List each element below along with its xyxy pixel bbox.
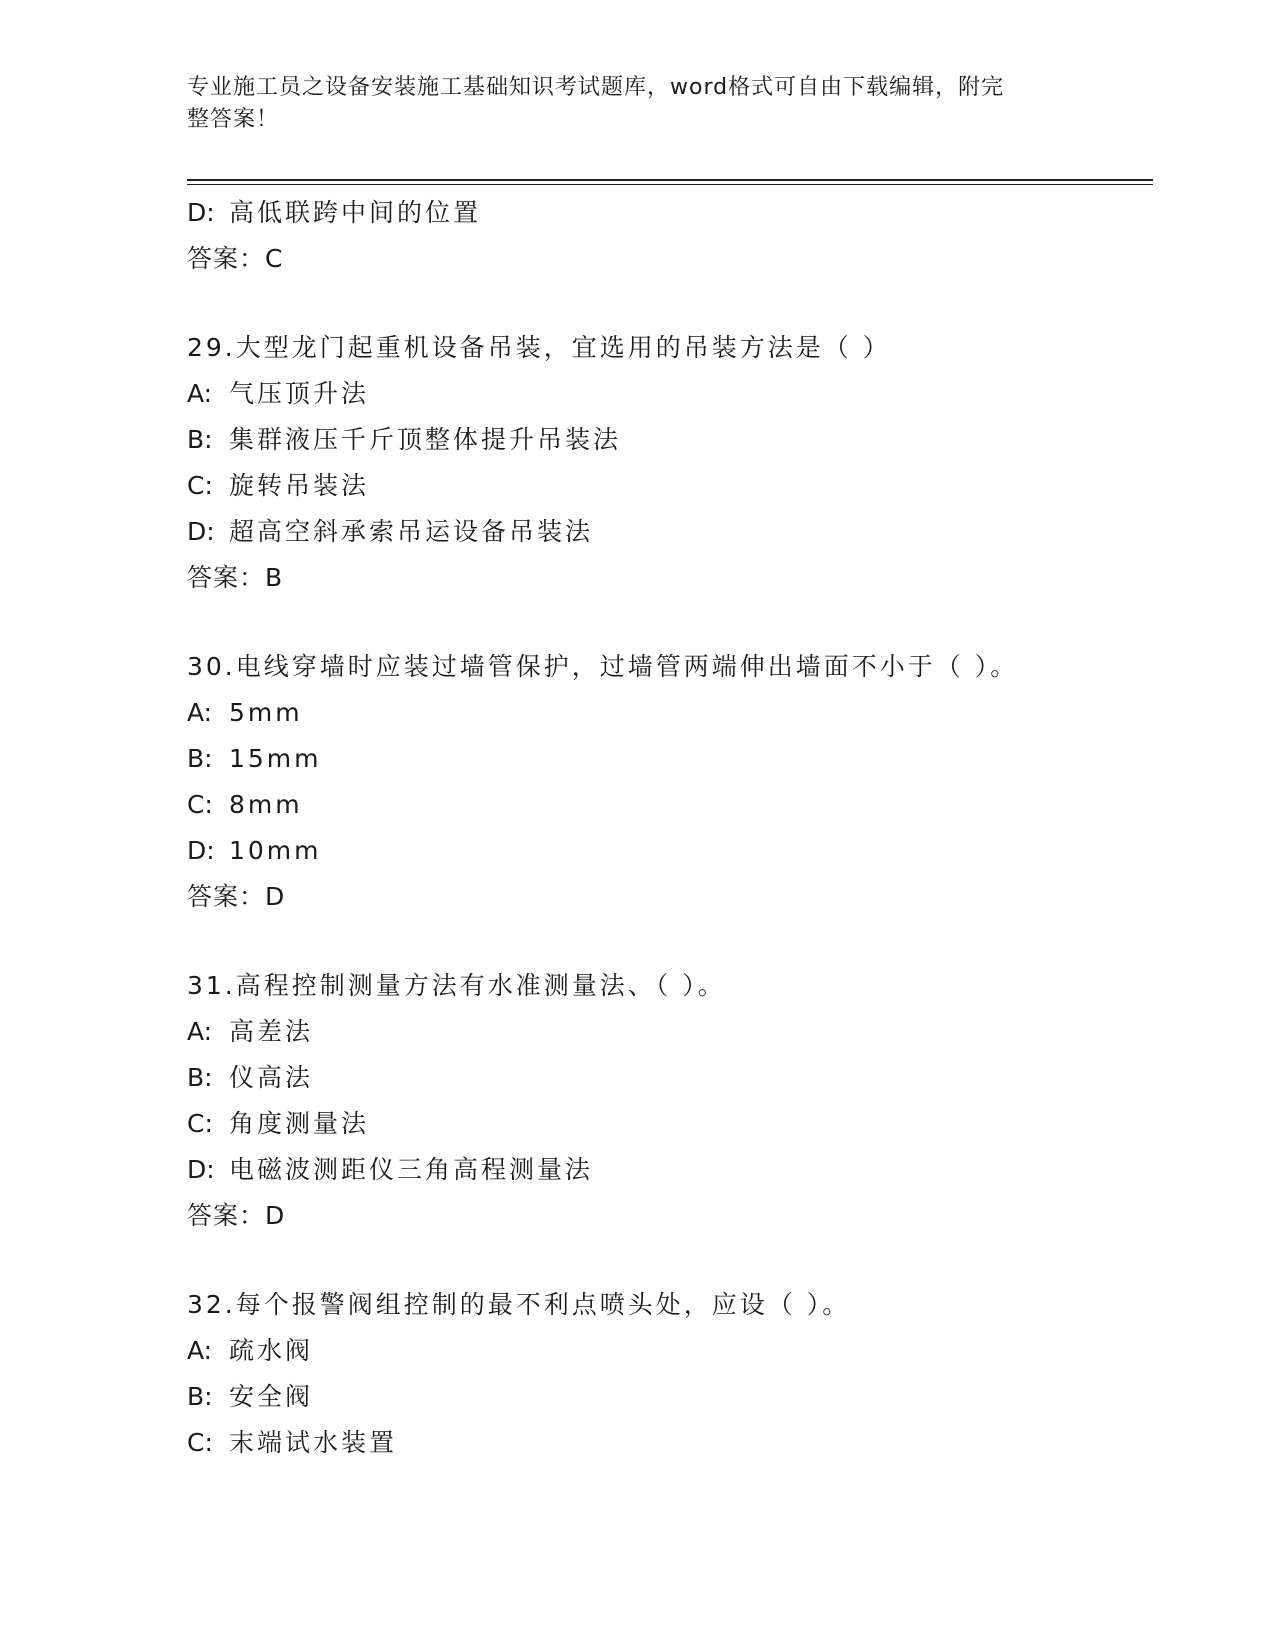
answer-line: 答案：D xyxy=(187,882,286,911)
option-label: C: xyxy=(187,790,213,819)
answer-line: 答案：C xyxy=(187,244,284,273)
option-b xyxy=(187,736,1153,782)
option-a xyxy=(187,1328,1153,1374)
option-text: 气压顶升法 xyxy=(229,379,370,408)
option-label: D: xyxy=(187,1155,215,1184)
header-divider-thick xyxy=(187,179,1153,181)
option-text: 5mm xyxy=(229,698,303,727)
option-text: 10mm xyxy=(229,836,322,865)
option-c xyxy=(187,463,1153,509)
option-label: A: xyxy=(187,379,213,408)
option-label: B: xyxy=(187,425,213,454)
option-text: 疏水阀 xyxy=(229,1336,314,1365)
option-c xyxy=(187,782,1153,828)
option-text: 高差法 xyxy=(229,1017,314,1046)
spacer xyxy=(187,601,1153,644)
option-text: 旋转吊装法 xyxy=(229,471,370,500)
option-d xyxy=(187,190,1153,236)
option-b xyxy=(187,1055,1153,1101)
option-text: 超高空斜承索吊运设备吊装法 xyxy=(229,517,594,546)
option-d xyxy=(187,828,1153,874)
option-a xyxy=(187,371,1153,417)
option-a xyxy=(187,1009,1153,1055)
option-text: 仪高法 xyxy=(229,1063,314,1092)
option-label: B: xyxy=(187,1063,213,1092)
option-c xyxy=(187,1101,1153,1147)
header-line-1: 专业施工员之设备安装施工基础知识考试题库，word格式可自由下载编辑，附完 xyxy=(187,75,1005,100)
option-label: C: xyxy=(187,1109,213,1138)
option-label: B: xyxy=(187,1382,213,1411)
spacer xyxy=(187,1239,1153,1282)
spacer xyxy=(187,920,1153,963)
option-label: D: xyxy=(187,836,215,865)
option-label: A: xyxy=(187,1336,213,1365)
document-header xyxy=(187,72,1067,136)
option-text: 高低联跨中间的位置 xyxy=(229,198,482,227)
option-text: 集群液压千斤顶整体提升吊装法 xyxy=(229,425,622,454)
header-divider-thin xyxy=(187,184,1153,185)
option-text: 末端试水装置 xyxy=(229,1428,398,1457)
option-label: A: xyxy=(187,698,213,727)
option-d xyxy=(187,509,1153,555)
option-text: 电磁波测距仪三角高程测量法 xyxy=(229,1155,594,1184)
option-c xyxy=(187,1420,1153,1466)
option-text: 安全阀 xyxy=(229,1382,314,1411)
option-label: D: xyxy=(187,198,215,227)
option-a xyxy=(187,690,1153,736)
option-text: 8mm xyxy=(229,790,303,819)
option-label: B: xyxy=(187,744,213,773)
option-label: A: xyxy=(187,1017,213,1046)
question-stem: 32.每个报警阀组控制的最不利点喷头处，应设（ ）。 xyxy=(187,1290,851,1319)
option-label: C: xyxy=(187,471,213,500)
question-stem: 30.电线穿墙时应装过墙管保护，过墙管两端伸出墙面不小于（ ）。 xyxy=(187,652,1019,681)
option-d xyxy=(187,1147,1153,1193)
answer-line: 答案：D xyxy=(187,1201,286,1230)
question-stem: 31.高程控制测量方法有水准测量法、（ ）。 xyxy=(187,971,726,1000)
question-stem: 29.大型龙门起重机设备吊装，宜选用的吊装方法是（ ） xyxy=(187,333,891,362)
answer-line: 答案：B xyxy=(187,563,284,592)
header-line-2: 整答案！ xyxy=(187,107,280,132)
spacer xyxy=(187,282,1153,325)
question-list xyxy=(187,190,1153,1466)
option-text: 15mm xyxy=(229,744,322,773)
option-text: 角度测量法 xyxy=(229,1109,370,1138)
option-label: D: xyxy=(187,517,215,546)
option-label: C: xyxy=(187,1428,213,1457)
option-b xyxy=(187,1374,1153,1420)
option-b xyxy=(187,417,1153,463)
